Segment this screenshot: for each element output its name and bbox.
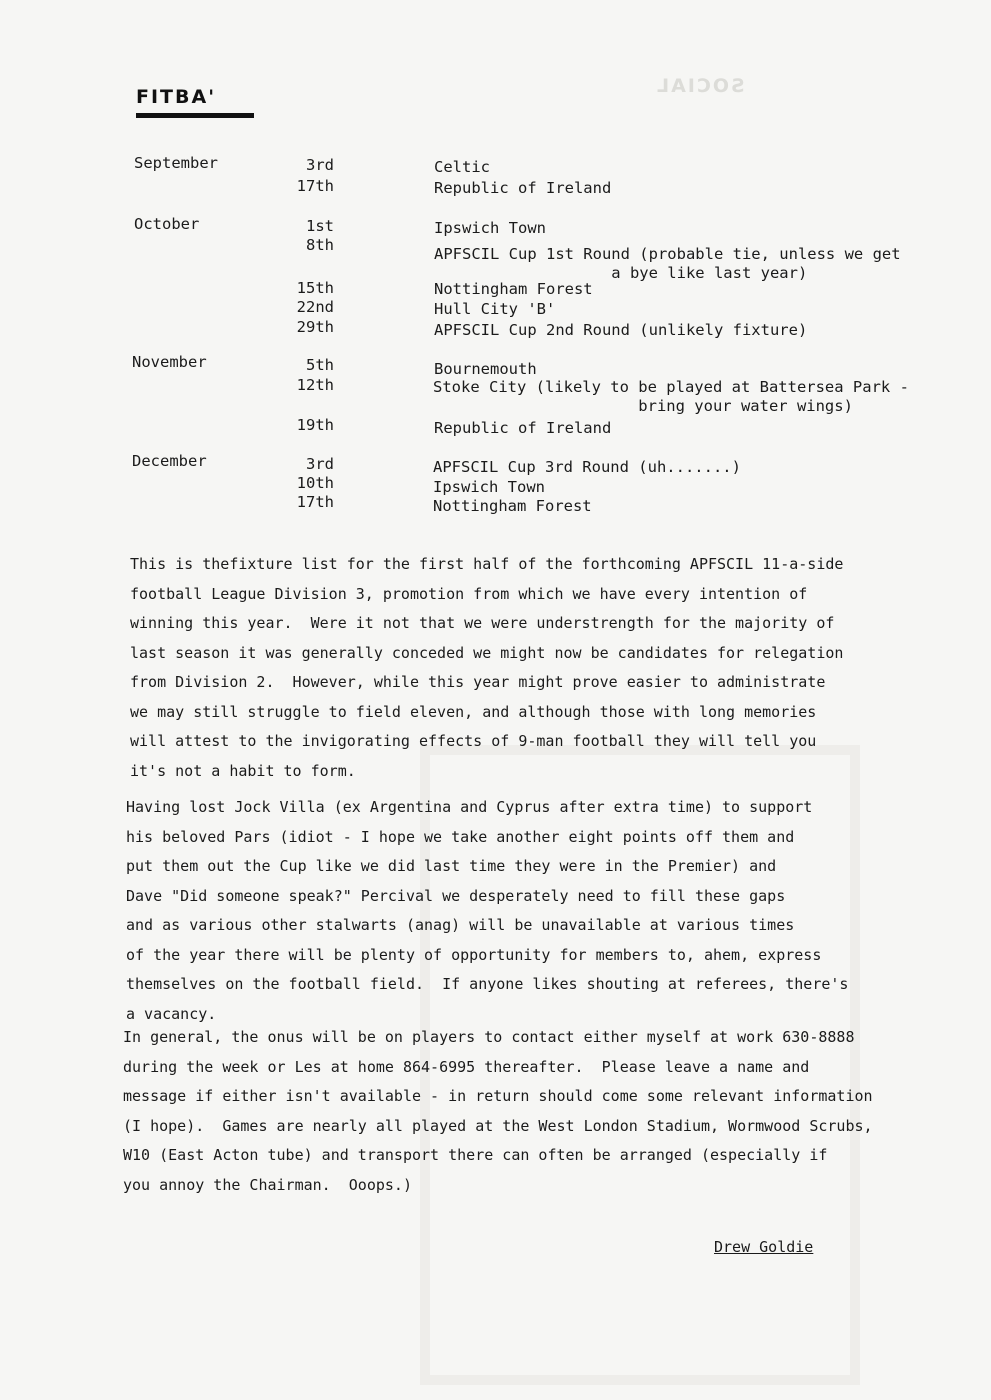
players-paragraph: Having lost Jock Villa (ex Argentina and Cyprus after extra time) to support his beloved Pars (idiot - I hope we take another eight points off them and put them out the Cup like we did last time they were in the Premier) and Dave "Did someone speak?" Percival we desperately need to fill these gaps and as various other stalwarts (anag) will be unavailable at various times of the year there will be plenty of opportunity for members to, ahem, express themselves on the football field. If anyone likes shouting at referees, there's a vacancy.	[126, 798, 849, 1023]
fixture-date: 8th	[306, 236, 334, 254]
fixture-opponent: APFSCIL Cup 1st Round (probable tie, unless we get a bye like last year)	[434, 245, 901, 282]
fixture-opponent: APFSCIL Cup 2nd Round (unlikely fixture)	[434, 321, 808, 339]
title-underline	[136, 113, 254, 118]
fixture-date: 17th	[296, 177, 334, 195]
fixture-month: October	[134, 215, 200, 233]
fixture-month: December	[132, 452, 207, 470]
fixture-month: September	[134, 154, 218, 172]
fixture-opponent: APFSCIL Cup 3rd Round (uh.......)	[433, 458, 741, 476]
fixture-date: 5th	[306, 356, 334, 374]
fixture-date: 17th	[296, 493, 334, 511]
page-title: FITBA'	[136, 86, 217, 108]
fixture-date: 1st	[306, 217, 334, 235]
fixture-date: 22nd	[296, 298, 334, 316]
fixture-month: November	[132, 353, 207, 371]
fixture-opponent: Hull City 'B'	[434, 300, 556, 318]
fixture-date: 29th	[296, 318, 334, 336]
fixture-opponent: Celtic	[434, 158, 490, 176]
fixture-opponent: Ipswich Town	[433, 478, 545, 496]
fixture-opponent: Stoke City (likely to be played at Battersea Park - bring your water wings)	[433, 378, 909, 415]
intro-paragraph: This is thefixture list for the first half of the forthcoming APFSCIL 11-a-side football League Division 3, promotion from which we have every intention of winning this year. Were it not that we were understrength for the majority of last season it was generally conceded we might now be candidates for relegation from Division 2. However, while this year might prove easier to administrate we may still struggle to field eleven, and although those with long memories will attest to the invigorating effects of 9-man football they will tell you it's not a habit to form.	[130, 555, 844, 780]
fixture-opponent: Bournemouth	[434, 360, 537, 378]
fixture-date: 15th	[296, 279, 334, 297]
fixture-date: 3rd	[306, 156, 334, 174]
bleed-through-heading: SOCIAL	[655, 75, 745, 97]
fixture-opponent: Republic of Ireland	[434, 179, 612, 197]
fixture-date: 12th	[296, 376, 334, 394]
fixture-opponent: Nottingham Forest	[434, 280, 593, 298]
signature: Drew Goldie	[714, 1238, 814, 1256]
fixture-date: 10th	[296, 474, 334, 492]
fixture-opponent: Nottingham Forest	[433, 497, 592, 515]
fixture-date: 3rd	[306, 455, 334, 473]
contact-paragraph: In general, the onus will be on players to contact either myself at work 630-8888 during the week or Les at home 864-6995 thereafter. Please leave a name and message if either isn't available - in return should come some relevant information (I hope). Games are nearly all played at the West London Stadium, Wormwood Scrubs, W10 (East Acton tube) and transport there can often be arranged (especially if you annoy the Chairman. Ooops.)	[123, 1028, 873, 1194]
fixture-opponent: Republic of Ireland	[434, 419, 612, 437]
fixture-date: 19th	[296, 416, 334, 434]
fixture-opponent: Ipswich Town	[434, 219, 546, 237]
